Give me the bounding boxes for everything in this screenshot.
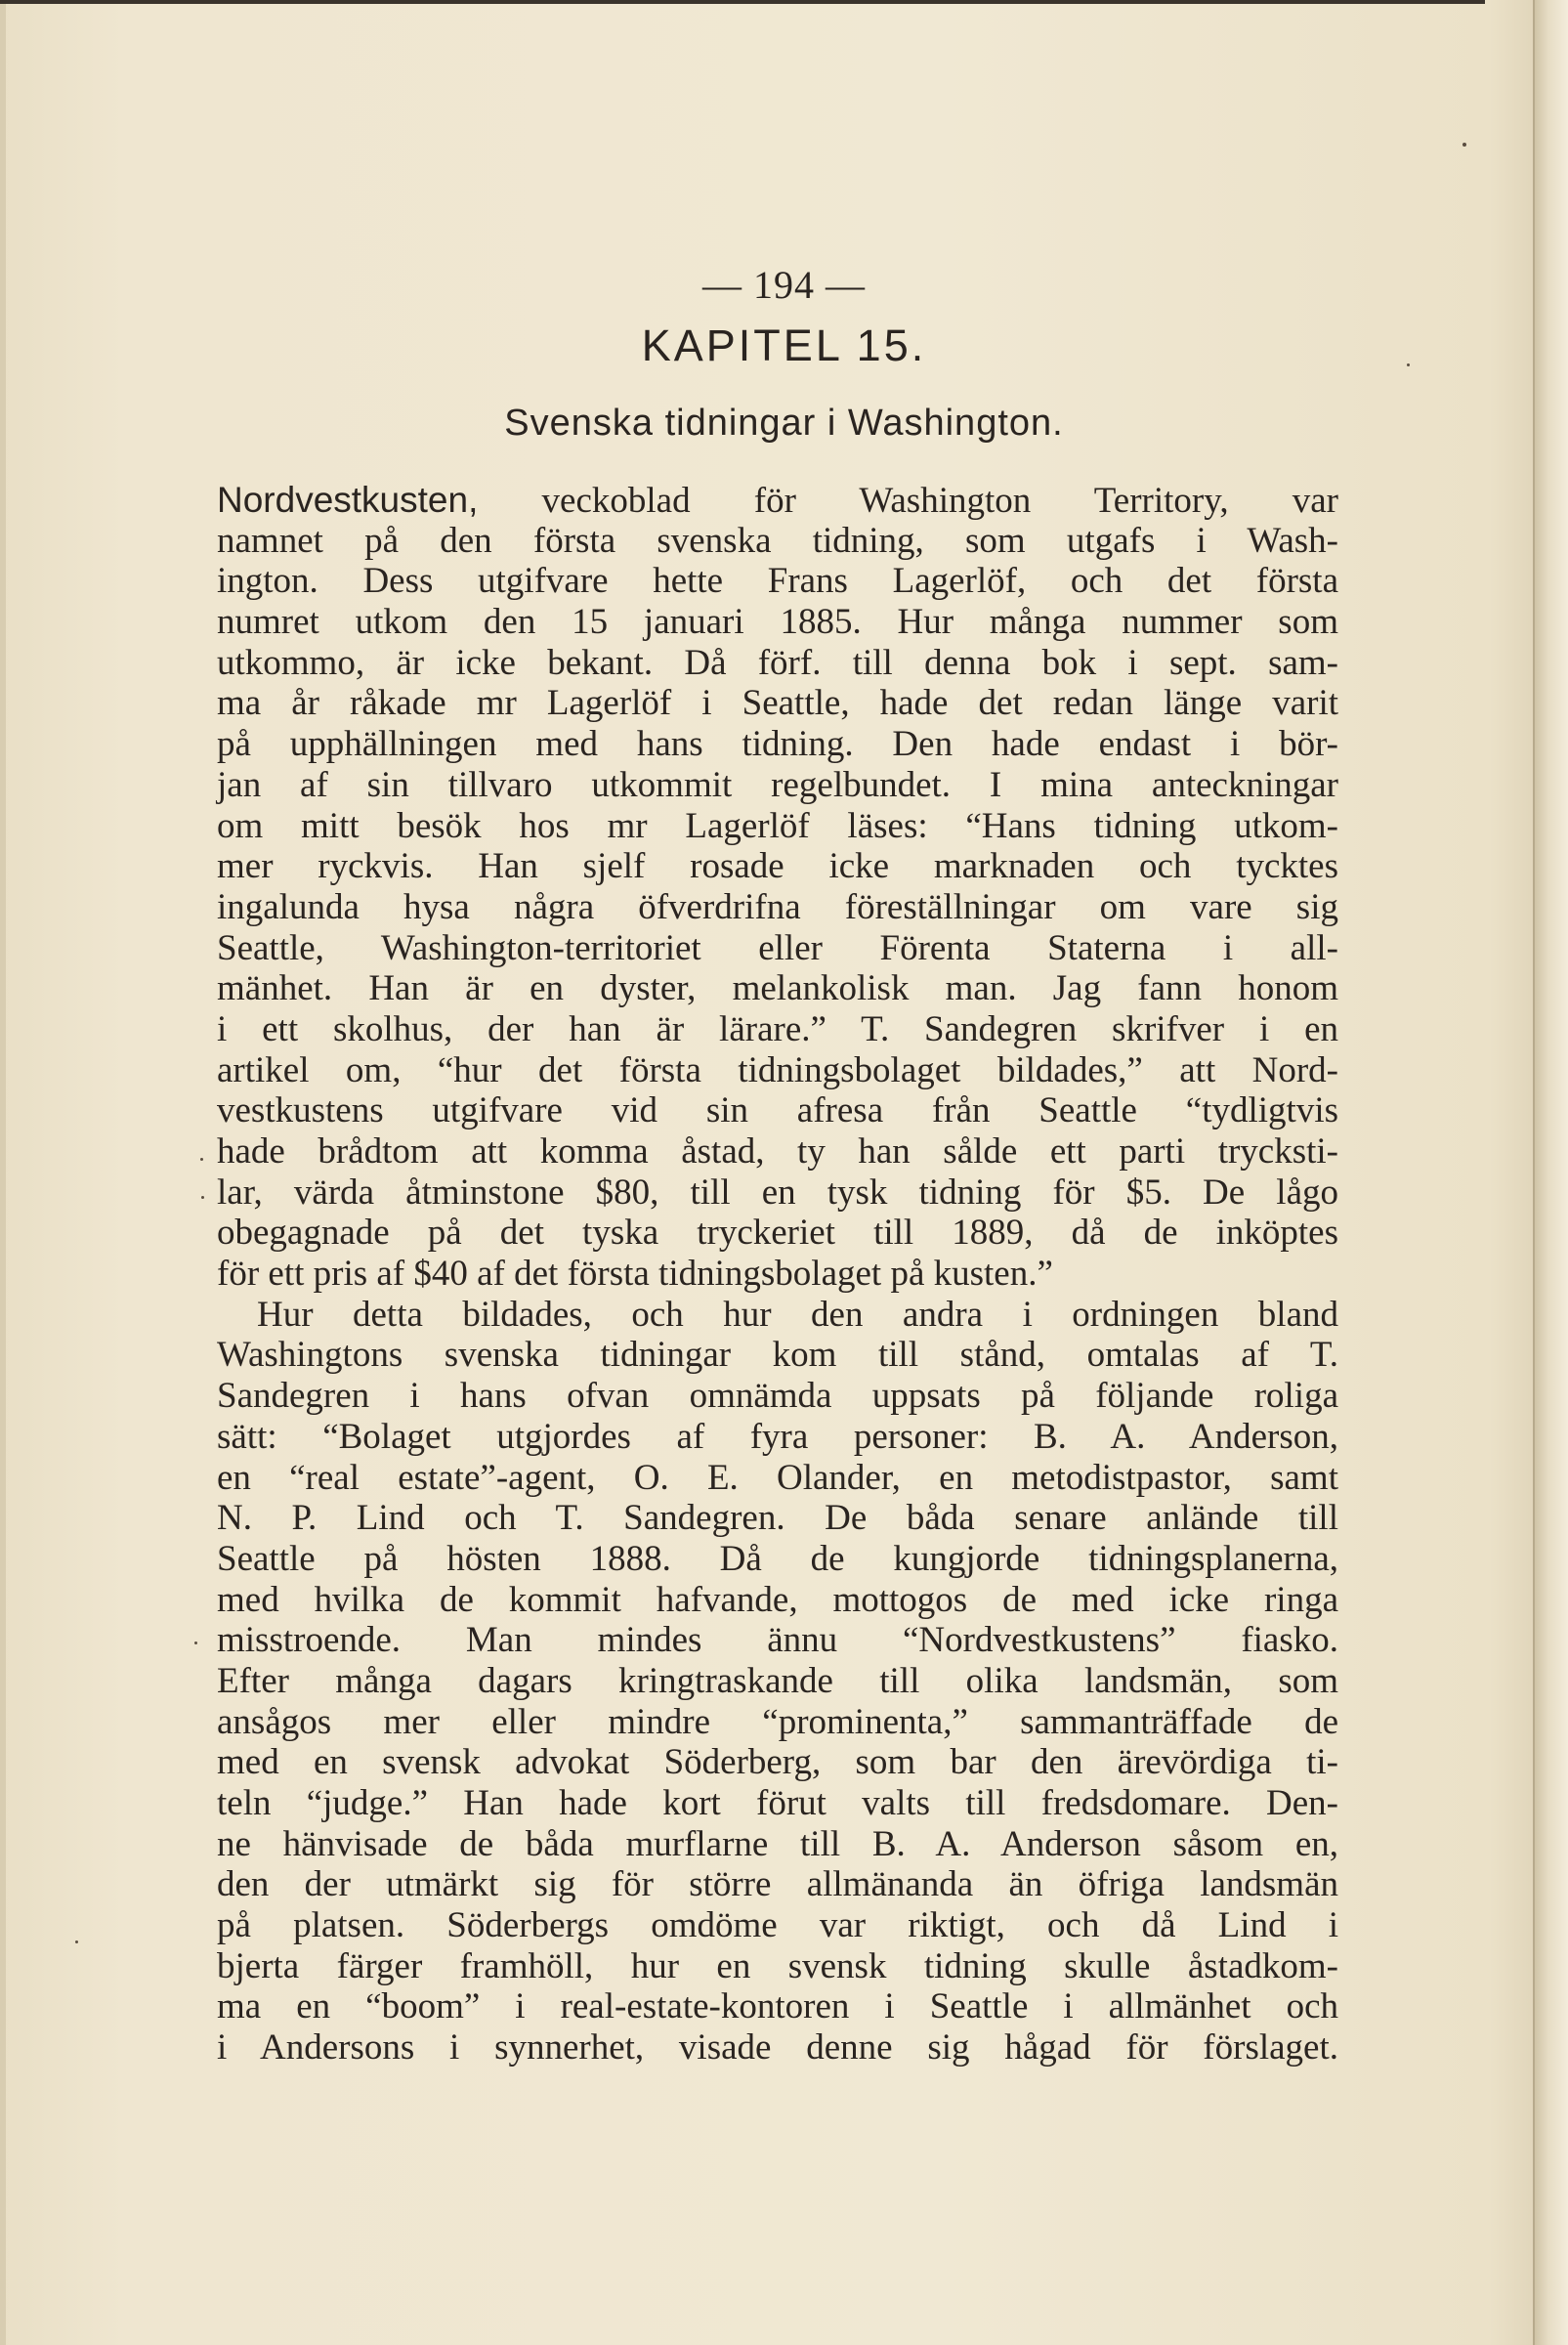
text-line: ingalunda hysa några öfverdrifna föreställningar om vare sig bbox=[217, 886, 1338, 927]
text-line: för ett pris af $40 af det första tidningsbolaget på kusten.” bbox=[217, 1254, 1053, 1295]
text-line: en “real estate”-agent, O. E. Olander, en metodistpastor, samt bbox=[217, 1457, 1338, 1498]
lead-word: Nordvestkusten, bbox=[217, 480, 479, 520]
text-line: med en svensk advokat Söderberg, som bar den ärevördiga ti- bbox=[217, 1742, 1338, 1783]
top-rule bbox=[0, 0, 1485, 4]
text-line: med hvilka de kommit hafvande, mottogos de med icke ringa bbox=[217, 1579, 1338, 1620]
text-line: lar, värda åtminstone $80, till en tysk tidning för $5. De lågo bbox=[217, 1172, 1338, 1213]
page-number: — 194 — bbox=[702, 263, 866, 307]
chapter-title: KAPITEL 15. bbox=[641, 320, 927, 370]
text-line: ansågos mer eller mindre “prominenta,” sammanträffade de bbox=[217, 1701, 1338, 1742]
stray-mark bbox=[201, 1196, 204, 1199]
text-line: hade brådtom att komma åstad, ty han sålde ett parti trycksti- bbox=[217, 1131, 1338, 1172]
text-line bbox=[217, 480, 1338, 521]
text-line: namnet på den första svenska tidning, som utgafs i Wash- bbox=[217, 520, 1338, 561]
text-line: N. P. Lind och T. Sandegren. De båda senare anlände till bbox=[217, 1498, 1338, 1539]
text-line: Efter många dagars kringtraskande till olika landsmän, som bbox=[217, 1660, 1338, 1701]
section-title: Svenska tidningar i Washington. bbox=[504, 403, 1064, 444]
text-line: Seattle på hösten 1888. Då de kungjorde tidningsplanerna, bbox=[217, 1538, 1338, 1579]
text-line: den der utmärkt sig för större allmänanda än öfriga landsmän bbox=[217, 1864, 1338, 1905]
text-line: mer ryckvis. Han sjelf rosade icke marknaden och tycktes bbox=[217, 846, 1338, 887]
stray-mark bbox=[75, 1940, 78, 1943]
text-line: utkommo, är icke bekant. Då förf. till denna bok i sept. sam- bbox=[217, 642, 1338, 683]
text-line: bjerta färger framhöll, hur en svensk tidning skulle åstadkom- bbox=[217, 1945, 1338, 1986]
text-line: vestkustens utgifvare vid sin afresa från Seattle “tydligtvis bbox=[217, 1090, 1338, 1131]
stray-mark bbox=[1407, 363, 1410, 366]
text-line: ington. Dess utgifvare hette Frans Lagerlöf, och det första bbox=[217, 561, 1338, 602]
text-line: teln “judge.” Han hade kort förut valts till fredsdomare. Den- bbox=[217, 1783, 1338, 1823]
stray-mark bbox=[194, 1642, 197, 1644]
text-line: på upphällningen med hans tidning. Den hade endast i bör- bbox=[217, 724, 1338, 765]
text-line: sätt: “Bolaget utgjordes af fyra personer: B. A. Anderson, bbox=[217, 1416, 1338, 1457]
text-line: obegagnade på det tyska tryckeriet till 1889, då de inköptes bbox=[217, 1213, 1338, 1254]
text-line-rest: veckoblad för Washington Territory, var bbox=[541, 481, 1339, 521]
text-line: ma år råkade mr Lagerlöf i Seattle, hade det redan länge varit bbox=[217, 683, 1338, 724]
text-line: artikel om, “hur det första tidningsbolaget bildades,” att Nord- bbox=[217, 1049, 1338, 1090]
stray-mark bbox=[1462, 143, 1466, 147]
text-line: om mitt besök hos mr Lagerlöf läses: “Hans tidning utkom- bbox=[217, 805, 1338, 846]
text-line: Sandegren i hans ofvan omnämda uppsats på följande roliga bbox=[217, 1376, 1338, 1417]
text-line: misstroende. Man mindes ännu “Nordvestkustens” fiasko. bbox=[217, 1620, 1338, 1661]
text-line: ma en “boom” i real-estate-kontoren i Seattle i allmänhet och bbox=[217, 1986, 1338, 2027]
stray-mark bbox=[200, 1158, 203, 1161]
text-line: numret utkom den 15 januari 1885. Hur många nummer som bbox=[217, 602, 1338, 643]
text-line: jan af sin tillvaro utkommit regelbundet. I mina anteckningar bbox=[217, 764, 1338, 805]
text-line: i Andersons i synnerhet, visade denne sig hågad för förslaget. bbox=[217, 2027, 1338, 2068]
text-line: Washingtons svenska tidningar kom till stånd, omtalas af T. bbox=[217, 1335, 1338, 1376]
text-line: Seattle, Washington-territoriet eller Förenta Staterna i all- bbox=[217, 927, 1338, 968]
text-line: mänhet. Han är en dyster, melankolisk man. Jag fann honom bbox=[217, 968, 1338, 1009]
body-text bbox=[217, 480, 1338, 2068]
text-line: ne hänvisade de båda murflarne till B. A. Anderson såsom en, bbox=[217, 1823, 1338, 1864]
paragraph-start-line: Hur detta bildades, och hur den andra i ordningen bland bbox=[257, 1294, 1338, 1335]
text-line: på platsen. Söderbergs omdöme var riktigt, och då Lind i bbox=[217, 1905, 1338, 1946]
text-line: i ett skolhus, der han är lärare.” T. Sandegren skrifver i en bbox=[217, 1008, 1338, 1049]
